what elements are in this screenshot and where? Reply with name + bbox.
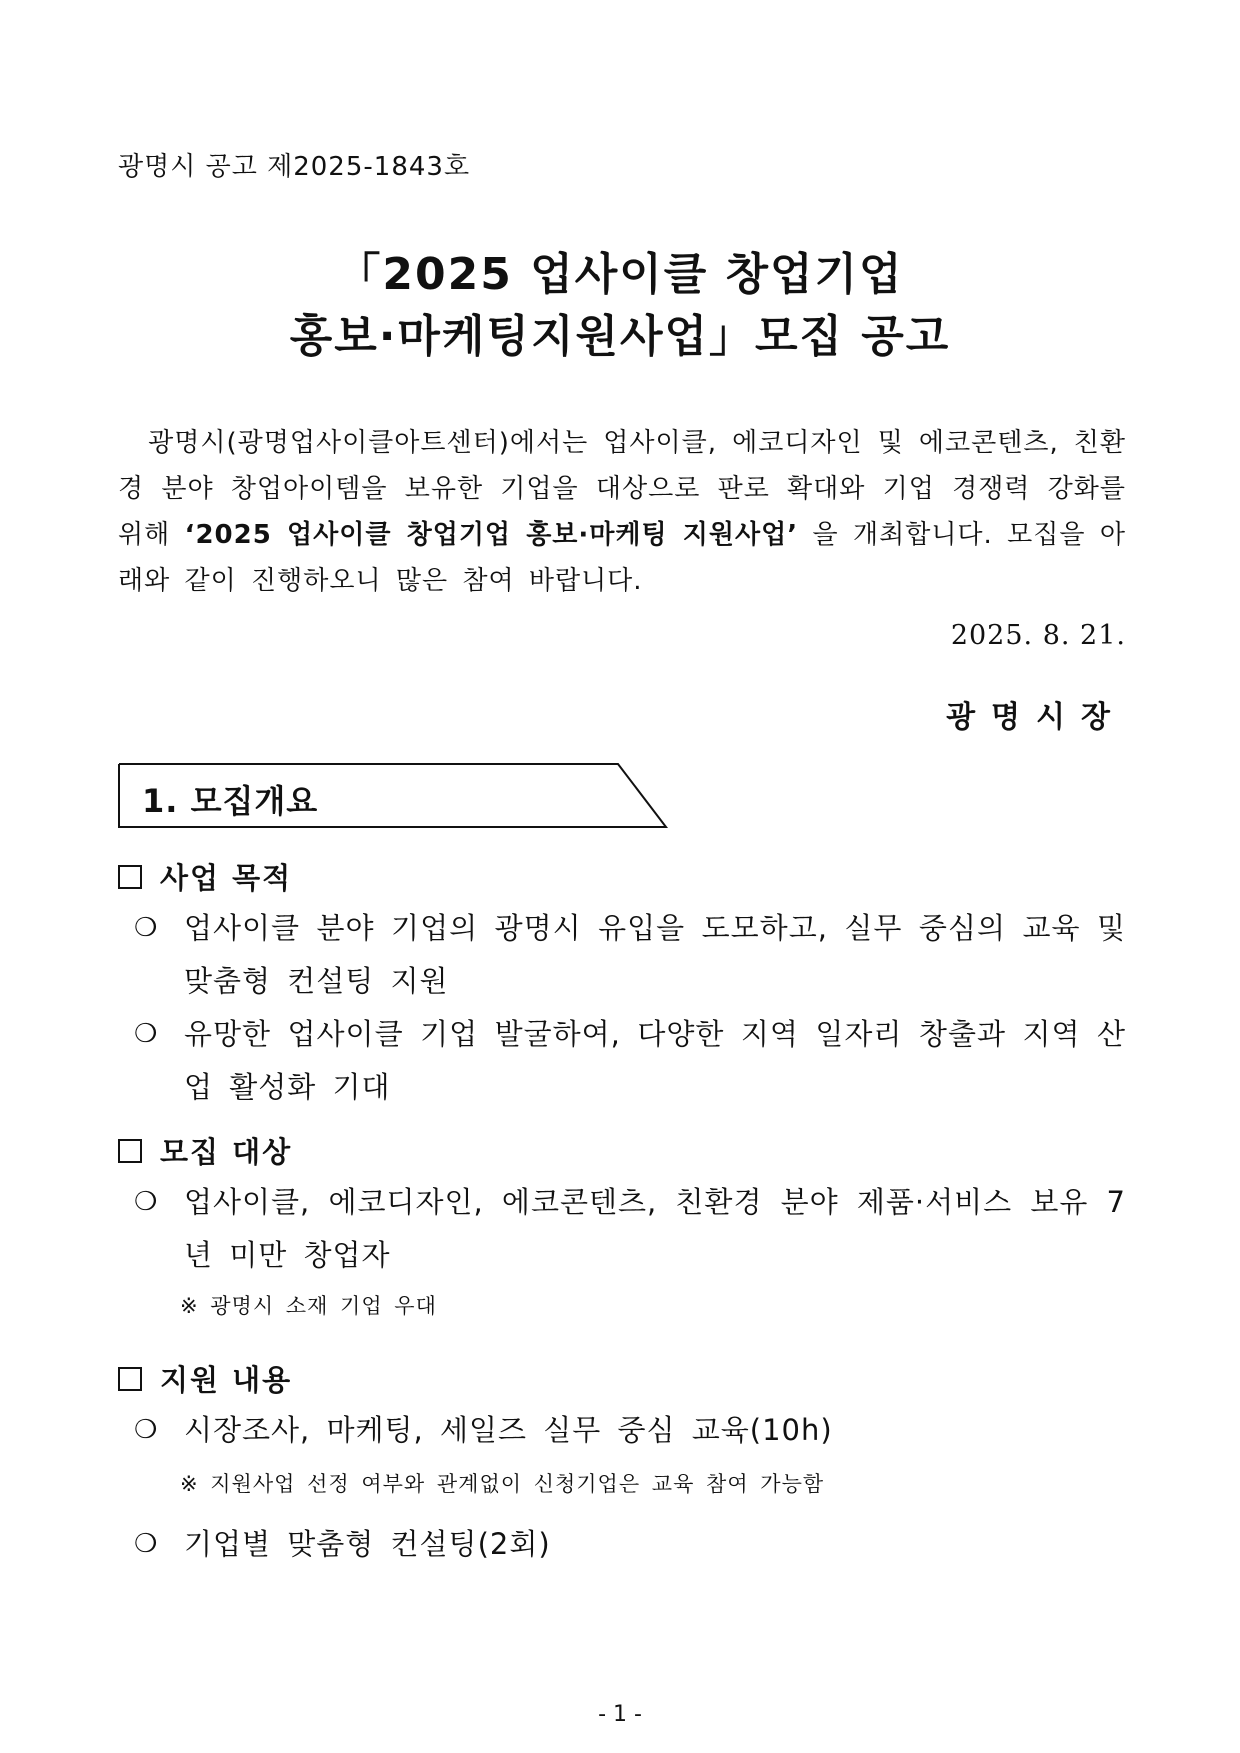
hollow-circle-icon: ❍: [134, 1529, 159, 1559]
page-title-line2: 홍보·마케팅지원사업」모집 공고: [289, 311, 951, 362]
page-title-line1: 「2025 업사이클 창업기업: [336, 249, 904, 300]
support-bullet-2-text: 기업별 맞춤형 컨설팅(2회): [184, 1527, 551, 1561]
intro-text-after: 을 개최합니다. 모집을 아래와 같이 진행하오니 많은 참여 바랍니다.: [118, 520, 1126, 596]
issuer-signature: 광명시장: [946, 700, 1126, 735]
intro-text-before: 광명시(광명업사이클아트센터)에서는 업사이클, 에코디자인 및 에코콘텐츠, 친환경 분야 창업아이템을 보유한 기업을 대상으로 판로 확대와 기업 경쟁력 강화를 위해: [118, 428, 1127, 550]
notice-number: 광명시 공고 제2025-1843호: [118, 152, 471, 182]
support-bullet-1-text: 시장조사, 마케팅, 세일즈 실무 중심 교육(10h): [184, 1413, 833, 1447]
hollow-circle-icon: ❍: [134, 913, 159, 943]
support-note: ※ 지원사업 선정 여부와 관계없이 신청기업은 교육 참여 가능함: [180, 1472, 825, 1496]
page-number: - 1 -: [598, 1702, 642, 1727]
target-bullet-1: [134, 1176, 1126, 1282]
purpose-heading: [118, 856, 292, 897]
intro-emphasis: ‘2025 업사이클 창업기업 홍보·마케팅 지원사업’: [184, 520, 799, 550]
empty-square-icon: [118, 1139, 142, 1163]
hollow-circle-icon: ❍: [134, 1187, 159, 1217]
support-bullet-1: [134, 1404, 1126, 1457]
target-heading-label: 모집 대상: [160, 1135, 293, 1169]
purpose-bullet-1: [134, 902, 1126, 1008]
purpose-bullet-2-text: 유망한 업사이클 기업 발굴하여, 다양한 지역 일자리 창출과 지역 산업 활성화 기대: [184, 1017, 1126, 1104]
purpose-bullet-1-text: 업사이클 분야 기업의 광명시 유입을 도모하고, 실무 중심의 교육 및 맞춤형 컨설팅 지원: [184, 911, 1126, 998]
hollow-circle-icon: ❍: [134, 1019, 159, 1049]
purpose-bullet-2: [134, 1008, 1126, 1114]
announcement-date: 2025. 8. 21.: [950, 620, 1126, 651]
support-heading-label: 지원 내용: [160, 1363, 293, 1397]
support-bullet-2: [134, 1518, 1126, 1571]
target-heading: [118, 1130, 292, 1171]
hollow-circle-icon: ❍: [134, 1415, 159, 1445]
target-note: ※ 광명시 소재 기업 우대: [180, 1294, 437, 1318]
purpose-heading-label: 사업 목적: [160, 861, 293, 895]
empty-square-icon: [118, 1367, 142, 1391]
intro-paragraph: [118, 420, 1126, 604]
target-bullet-1-text: 업사이클, 에코디자인, 에코콘텐츠, 친환경 분야 제품·서비스 보유 7년 미만 창업자: [184, 1185, 1126, 1272]
empty-square-icon: [118, 865, 142, 889]
section-title: 1. 모집개요: [142, 782, 319, 820]
support-heading: [118, 1358, 292, 1399]
